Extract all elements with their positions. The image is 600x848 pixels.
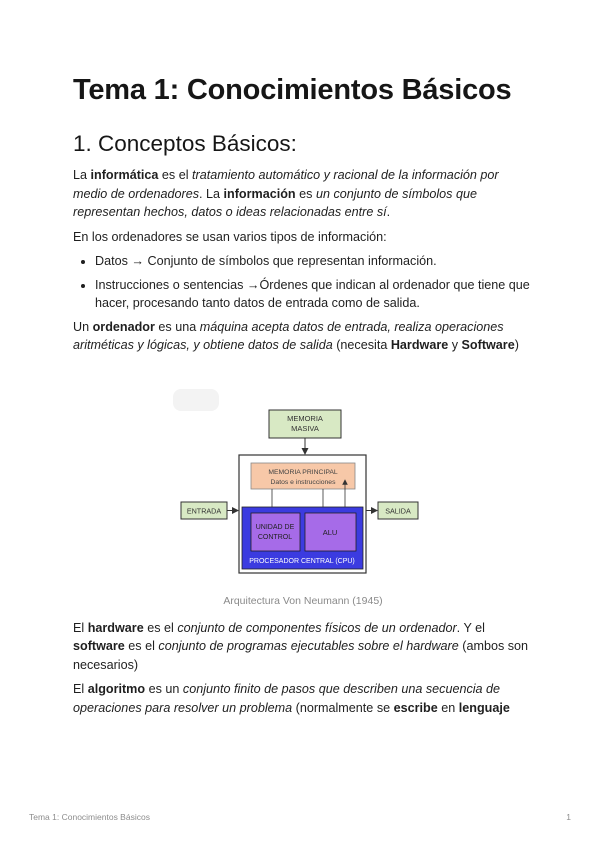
salida-label: SALIDA: [385, 506, 411, 515]
image-smudge: [173, 389, 219, 411]
unidad-control-box: [251, 513, 300, 551]
paragraph-informatica: La informática es el tratamiento automático y racional de la información por medio de ordenadores. La información es un conjunto de símbolos que representan hechos, datos o ideas relacionadas entre sí.: [73, 168, 499, 219]
entrada-label: ENTRADA: [186, 506, 222, 515]
memoria-principal-label-2: Datos e instrucciones: [270, 478, 336, 486]
figure-caption: Arquitectura Von Neumann (1945): [223, 594, 383, 607]
unidad-control-label-1: UNIDAD DE: [255, 523, 295, 531]
cpu-label: PROCESADOR CENTRAL (CPU): [249, 557, 355, 565]
alu-label: ALU: [322, 527, 338, 537]
memoria-masiva-label-1: MEMORIA: [287, 413, 323, 423]
memoria-principal-label-1: MEMORIA PRINCIPAL: [268, 468, 338, 476]
paragraph-ordenador: Un ordenador es una máquina acepta datos de entrada, realiza operaciones aritméticas y lógicas, y obtiene datos de salida (necesita Hardware y Software): [73, 319, 519, 352]
list-item: • Datos → Conjunto de símbolos que representan información.: [95, 252, 533, 271]
list-item: • Instrucciones o sentencias →Órdenes que indican al ordenador que tiene que hacer, procesando tanto datos de entrada como de salida.: [95, 276, 533, 313]
memoria-masiva-label-2: MASIVA: [291, 423, 319, 433]
page-number: 1: [566, 812, 571, 822]
paragraph-hardware-software: El hardware es el conjunto de componentes físicos de un ordenador. Y el software es el conjunto de programas ejecutables sobre el hardware (ambos son necesarios): [73, 620, 529, 672]
page-title: Tema 1: Conocimientos Básicos: [73, 74, 512, 106]
paragraph-tipos-informacion: En los ordenadores se usan varios tipos de información:: [73, 229, 387, 244]
von-neumann-diagram: [73, 361, 533, 601]
paragraph-algoritmo: El algoritmo es un conjunto finito de pasos que describen una secuencia de operaciones para resolver un problema (normalmente se escribe en lenguaje: [73, 682, 510, 715]
document-page: [73, 72, 533, 723]
section-heading: 1. Conceptos Básicos:: [73, 131, 297, 156]
unidad-control-label-2: CONTROL: [257, 533, 293, 541]
info-types-list: [73, 252, 533, 313]
von-neumann-figure: [73, 361, 533, 619]
footer-title: Tema 1: Conocimientos Básicos: [29, 812, 150, 822]
